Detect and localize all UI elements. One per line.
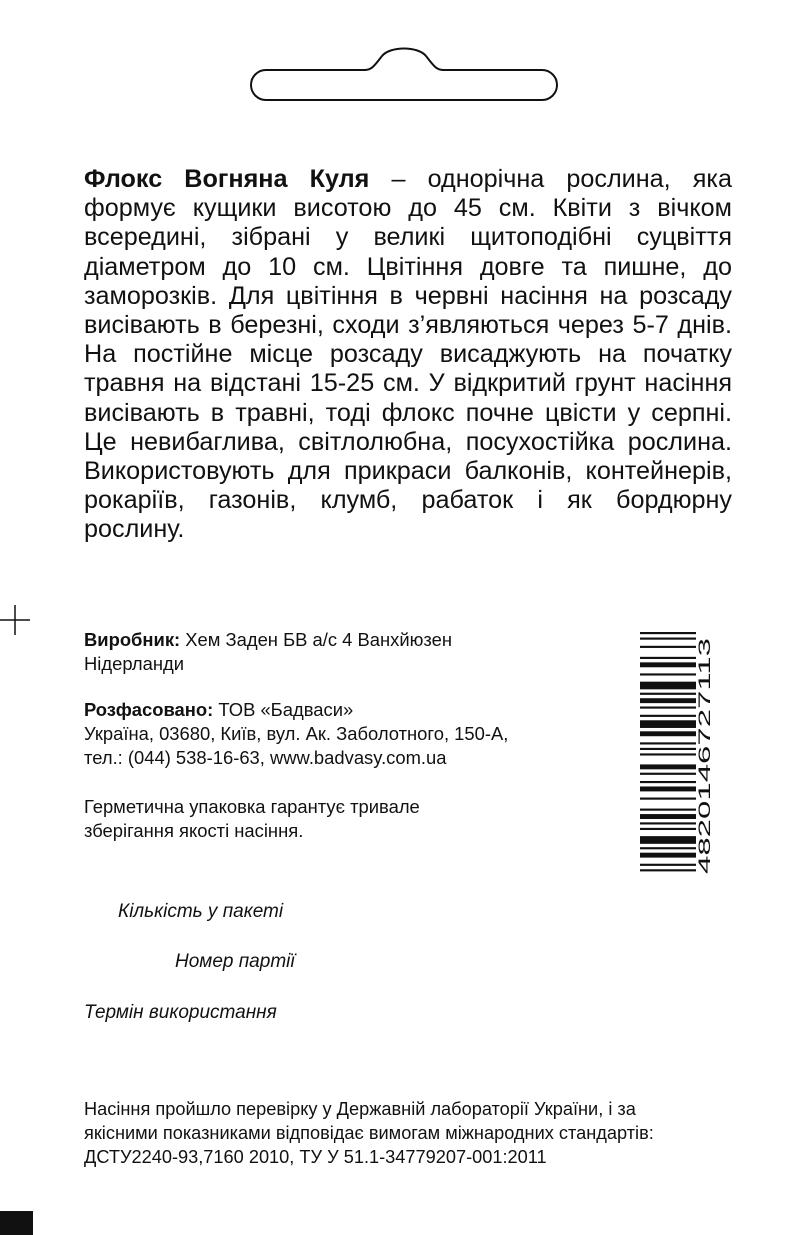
certification-line-2: якісними показниками відповідає вимогам міжнародних стандартів: (84, 1123, 654, 1143)
barcode-bar (640, 853, 696, 858)
producer-country: Нідерланди (84, 653, 185, 674)
storage-line-2: зберігання якості насіння. (84, 820, 304, 841)
barcode-bar (640, 781, 696, 783)
barcode-bar (640, 809, 696, 811)
product-description (84, 165, 732, 545)
barcode-bar (640, 646, 696, 648)
barcode-bar (640, 693, 696, 695)
storage-line-1: Герметична упаковка гарантує тривале (84, 796, 420, 817)
crop-mark-icon (0, 605, 30, 635)
product-name: Флокс Вогняна Куля (84, 165, 370, 193)
expiry-label: Термін використання (84, 1002, 277, 1023)
barcode-bar (640, 753, 696, 755)
barcode-bar (640, 632, 696, 634)
packer-info (84, 698, 624, 770)
producer-info (84, 628, 604, 676)
barcode-bar (640, 720, 696, 728)
producer-text: Хем Заден БВ а/с 4 Ванхйюзен (180, 629, 453, 650)
certification-line-3: ДСТУ2240-93,7160 2010, ТУ У 51.1-34779207-001:2011 (84, 1147, 547, 1167)
packer-contact: тел.: (044) 538-16-63, www.badvasy.com.ua (84, 747, 447, 768)
hang-hole-icon (248, 42, 560, 104)
producer-label: Виробник: (84, 629, 181, 650)
barcode-bar (640, 847, 696, 849)
barcode-bar (640, 773, 696, 775)
storage-note (84, 795, 604, 843)
barcode-bar (640, 682, 696, 690)
barcode-bar (640, 869, 696, 871)
barcode-bar (640, 638, 696, 640)
barcode-bar (640, 715, 696, 717)
barcode-bar (640, 764, 696, 769)
barcode-bar (640, 673, 696, 675)
barcode-bar (640, 742, 696, 744)
barcode-bars (640, 632, 696, 871)
certification-line-1: Насіння пройшло перевірку у Державній лабораторії України, і за (84, 1099, 636, 1119)
barcode-bar (640, 786, 696, 791)
barcode-bar (640, 748, 696, 750)
barcode-bar (640, 731, 696, 736)
packer-label: Розфасовано: (84, 699, 214, 720)
barcode-bar (640, 698, 696, 703)
barcode (640, 632, 716, 874)
barcode-bar (640, 822, 696, 824)
barcode-bar (640, 662, 696, 667)
product-description-text: – однорічна рослина, яка формує кущики висотою до 45 см. Квіти з вічком всередині, зібрані у великі щитоподібні суцвіття діаметром до 10 см. Цвітіння довге та пишне, до заморозків. Для цвітіння в червні насіння на розсаду висівають в березні, сходи з’являються через 5-7 днів. На постійне місце розсаду висаджують на початку травня на відстані 15-25 см. У відкритий грунт насіння висівають в травні, тоді флокс почне цвісти у серпні. Це невибаглива, світлолюбна, посухостійка рослина. Використовують для прикраси балконів, контейнерів, рокаріїв, газонів, клумб, рабаток і як бордюрну рослину. (84, 165, 732, 544)
corner-mark (0, 1211, 33, 1235)
barcode-bar (640, 798, 696, 800)
barcode-bar (640, 706, 696, 708)
certification-note (84, 1097, 734, 1169)
packer-address: Україна, 03680, Київ, вул. Ак. Заболотного, 150-А, (84, 723, 509, 744)
barcode-bar (640, 814, 696, 819)
barcode-bar (640, 657, 696, 659)
quantity-label: Кількість у пакеті (118, 901, 284, 922)
packer-name: ТОВ «Бадваси» (213, 699, 354, 720)
barcode-bar (640, 828, 696, 830)
barcode-bar (640, 864, 696, 866)
batch-label: Номер партії (175, 951, 295, 972)
barcode-digits: 4820146727113 (696, 755, 714, 874)
barcode-bar (640, 836, 696, 844)
